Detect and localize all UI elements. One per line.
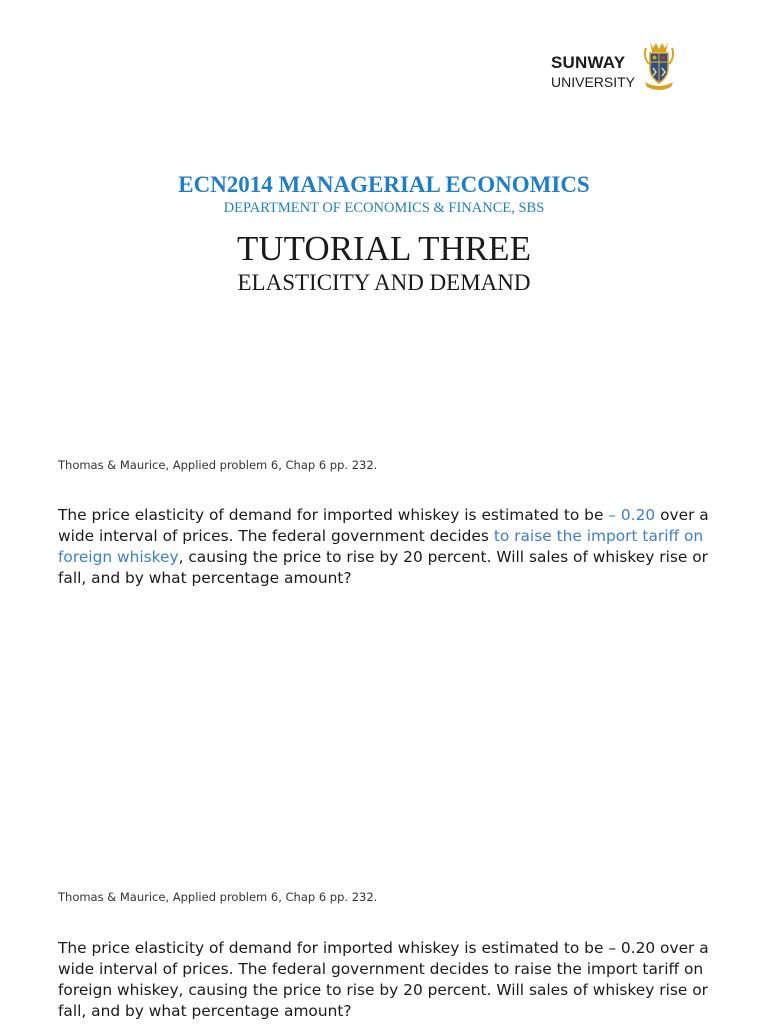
department-name: DEPARTMENT OF ECONOMICS & FINANCE, SBS — [223, 200, 545, 216]
course-title: ECN2014 MANAGERIAL ECONOMICS — [178, 172, 590, 197]
university-logo — [551, 38, 677, 92]
problem-text-part: over a wide interval of prices. The federal government decides — [58, 506, 709, 545]
logo-name: SUNWAY — [551, 53, 626, 72]
tutorial-topic: ELASTICITY AND DEMAND — [237, 270, 531, 295]
problem-text — [58, 505, 718, 589]
highlighted-tariff-phrase: to raise the import tariff on foreign whiskey — [58, 527, 704, 566]
highlighted-elasticity: – 0.20 — [608, 506, 656, 524]
citation: Thomas & Maurice, Applied problem 6, Chap 6 pp. 232. — [58, 890, 378, 904]
tutorial-title: TUTORIAL THREE — [237, 229, 531, 268]
citation: Thomas & Maurice, Applied problem 6, Chap 6 pp. 232. — [58, 458, 378, 472]
crest-icon — [642, 38, 676, 90]
problem-text: The price elasticity of demand for imported whiskey is estimated to be – 0.20 over a wide interval of prices. The federal government decides to raise the import tariff on foreign whiskey, causing the price to rise by 20 percent. Will sales of whiskey rise or fall, and by what percentage amount? — [58, 939, 709, 1020]
logo-subtitle: UNIVERSITY — [551, 74, 636, 90]
problem-text-part: The price elasticity of demand for imported whiskey is estimated to be — [58, 506, 609, 524]
problem-text-part: , causing the price to rise by 20 percent. Will sales of whiskey rise or fall, and by what percentage amount? — [58, 548, 708, 587]
